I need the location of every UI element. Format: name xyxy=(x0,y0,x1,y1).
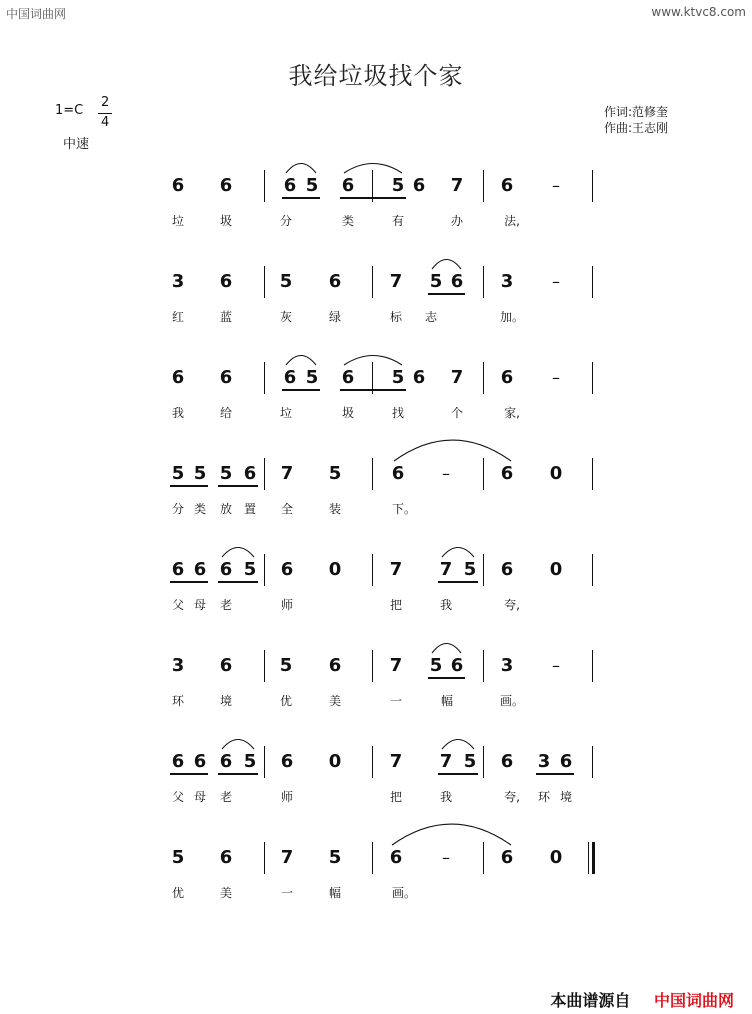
note: 6 xyxy=(500,367,514,388)
note: 0 xyxy=(549,559,563,580)
bar-line xyxy=(264,362,265,394)
note: 3 xyxy=(537,751,551,772)
key-signature: 1=C xyxy=(55,103,84,118)
lyric-syllable: 标 xyxy=(389,310,402,324)
eighth-underline xyxy=(282,197,320,199)
bar-line xyxy=(372,554,373,586)
sustain-dash: – xyxy=(442,464,450,483)
note: 6 xyxy=(500,847,514,868)
note: 6 xyxy=(171,559,185,580)
lyric-syllable: 师 xyxy=(280,790,293,804)
time-signature-bottom: 4 xyxy=(101,115,110,130)
lyric-syllable: 优 xyxy=(279,694,292,708)
note: 6 xyxy=(450,655,464,676)
note: 7 xyxy=(389,751,403,772)
composer-credit: 作曲:王志刚 xyxy=(604,121,669,135)
eighth-underline xyxy=(218,773,258,775)
sustain-dash: – xyxy=(552,176,560,195)
note: 5 xyxy=(463,559,477,580)
note: 6 xyxy=(559,751,573,772)
lyric-syllable: 下。 xyxy=(392,502,417,516)
note: 6 xyxy=(389,847,403,868)
bar-line xyxy=(483,746,484,778)
bar-line xyxy=(483,650,484,682)
watermark-left: 中国词曲网 xyxy=(6,7,67,21)
lyric-syllable: 父 xyxy=(171,790,184,804)
slur-arc xyxy=(286,163,316,175)
note: 6 xyxy=(280,751,294,772)
lyric-syllable: 母 xyxy=(193,598,206,612)
note: 3 xyxy=(500,655,514,676)
bar-line xyxy=(592,650,593,682)
note: 5 xyxy=(429,655,443,676)
note: 7 xyxy=(439,559,453,580)
note: 5 xyxy=(171,847,185,868)
lyric-syllable: 一 xyxy=(389,694,402,708)
note: 7 xyxy=(389,271,403,292)
eighth-underline xyxy=(218,485,258,487)
bar-line xyxy=(264,650,265,682)
note: 7 xyxy=(389,655,403,676)
note: 6 xyxy=(391,463,405,484)
bar-line xyxy=(592,458,593,490)
slur-arc xyxy=(394,439,511,463)
eighth-underline xyxy=(340,197,406,199)
bar-line xyxy=(483,554,484,586)
note: 6 xyxy=(243,463,257,484)
footer-site: 中国词曲网 xyxy=(653,991,734,1010)
eighth-underline xyxy=(428,677,465,679)
bar-line xyxy=(592,842,595,874)
note: 0 xyxy=(328,559,342,580)
bar-line xyxy=(592,170,593,202)
lyric-syllable: 加。 xyxy=(500,310,525,324)
lyric-syllable: 境 xyxy=(219,694,232,708)
lyric-syllable: 把 xyxy=(389,790,402,804)
note: 5 xyxy=(279,655,293,676)
eighth-underline xyxy=(170,773,208,775)
lyric-syllable: 类 xyxy=(341,214,354,228)
note: 5 xyxy=(243,559,257,580)
bar-line xyxy=(483,362,484,394)
lyric-syllable: 装 xyxy=(328,502,341,516)
lyric-syllable: 分 xyxy=(171,502,184,516)
note: 6 xyxy=(500,175,514,196)
lyric-syllable: 办 xyxy=(450,214,463,228)
lyric-syllable: 优 xyxy=(171,886,184,900)
lyric-syllable: 全 xyxy=(280,502,293,516)
footer-source: 本曲谱源自 xyxy=(550,991,631,1010)
bar-line xyxy=(483,170,484,202)
note: 3 xyxy=(171,655,185,676)
note: 6 xyxy=(412,367,426,388)
final-bar-line xyxy=(588,842,589,874)
time-signature-top: 2 xyxy=(101,95,110,110)
lyric-syllable: 圾 xyxy=(219,214,232,228)
lyric-syllable: 父 xyxy=(171,598,184,612)
lyric-syllable: 师 xyxy=(280,598,293,612)
eighth-underline xyxy=(218,581,258,583)
eighth-underline xyxy=(438,581,478,583)
slur-arc xyxy=(286,355,316,367)
slur-arc xyxy=(432,643,461,655)
bar-line xyxy=(372,842,373,874)
note: 6 xyxy=(219,175,233,196)
lyricist-credit: 作词:范修奎 xyxy=(604,105,669,119)
bar-line xyxy=(592,362,593,394)
note: 6 xyxy=(500,559,514,580)
note: 0 xyxy=(549,463,563,484)
lyric-syllable: 圾 xyxy=(341,406,354,420)
lyric-syllable: 置 xyxy=(243,502,256,516)
eighth-underline xyxy=(428,293,465,295)
note: 5 xyxy=(193,463,207,484)
lyric-syllable: 分 xyxy=(279,214,292,228)
bar-line xyxy=(372,458,373,490)
note: 6 xyxy=(219,271,233,292)
note: 6 xyxy=(341,175,355,196)
note: 6 xyxy=(500,463,514,484)
note: 6 xyxy=(500,751,514,772)
bar-line xyxy=(592,554,593,586)
note: 3 xyxy=(500,271,514,292)
lyric-syllable: 画。 xyxy=(392,886,417,900)
slur-arc xyxy=(344,355,402,367)
lyric-syllable: 垃 xyxy=(171,214,184,228)
sustain-dash: – xyxy=(552,368,560,387)
note: 5 xyxy=(243,751,257,772)
sustain-dash: – xyxy=(552,272,560,291)
note: 6 xyxy=(341,367,355,388)
note: 6 xyxy=(171,751,185,772)
note: 5 xyxy=(328,463,342,484)
note: 6 xyxy=(193,751,207,772)
note: 6 xyxy=(283,175,297,196)
note: 6 xyxy=(219,655,233,676)
bar-line xyxy=(483,266,484,298)
bar-line xyxy=(372,266,373,298)
lyric-syllable: 法, xyxy=(504,214,520,228)
note: 7 xyxy=(280,463,294,484)
lyric-syllable: 找 xyxy=(391,406,404,420)
note: 6 xyxy=(412,175,426,196)
lyric-syllable: 母 xyxy=(193,790,206,804)
lyric-syllable: 灰 xyxy=(279,310,292,324)
lyric-syllable: 美 xyxy=(219,886,232,900)
note: 5 xyxy=(463,751,477,772)
slur-arc xyxy=(222,547,254,559)
note: 5 xyxy=(391,367,405,388)
lyric-syllable: 夸, xyxy=(504,598,520,612)
eighth-underline xyxy=(438,773,478,775)
note: 5 xyxy=(279,271,293,292)
bar-line xyxy=(264,554,265,586)
lyric-syllable: 画。 xyxy=(500,694,525,708)
lyric-syllable: 垃 xyxy=(279,406,292,420)
lyric-syllable: 志 xyxy=(424,310,437,324)
note: 6 xyxy=(219,847,233,868)
note: 6 xyxy=(171,175,185,196)
lyric-syllable: 一 xyxy=(280,886,293,900)
lyric-syllable: 绿 xyxy=(328,310,341,324)
bar-line xyxy=(592,746,593,778)
lyric-syllable: 个 xyxy=(450,406,463,420)
eighth-underline xyxy=(340,389,406,391)
note: 6 xyxy=(280,559,294,580)
bar-line xyxy=(264,842,265,874)
note: 6 xyxy=(283,367,297,388)
slur-arc xyxy=(442,547,474,559)
note: 0 xyxy=(549,847,563,868)
note: 5 xyxy=(328,847,342,868)
sustain-dash: – xyxy=(552,656,560,675)
note: 6 xyxy=(219,559,233,580)
bar-line xyxy=(264,266,265,298)
lyric-syllable: 蓝 xyxy=(219,310,232,324)
lyric-syllable: 我 xyxy=(171,406,184,420)
note: 5 xyxy=(429,271,443,292)
note: 5 xyxy=(305,175,319,196)
eighth-underline xyxy=(170,581,208,583)
lyric-syllable: 把 xyxy=(389,598,402,612)
note: 7 xyxy=(450,367,464,388)
lyric-syllable: 给 xyxy=(219,406,232,420)
bar-line xyxy=(264,458,265,490)
lyric-syllable: 红 xyxy=(171,310,184,324)
note: 0 xyxy=(328,751,342,772)
note: 7 xyxy=(389,559,403,580)
tempo-marking: 中速 xyxy=(63,137,90,152)
lyric-syllable: 我 xyxy=(439,598,452,612)
time-signature-line xyxy=(98,113,112,114)
bar-line xyxy=(372,650,373,682)
slur-arc xyxy=(392,823,511,847)
lyric-syllable: 幅 xyxy=(328,886,341,900)
note: 3 xyxy=(171,271,185,292)
note: 6 xyxy=(219,367,233,388)
lyric-syllable: 境 xyxy=(559,790,572,804)
note: 6 xyxy=(328,271,342,292)
note: 6 xyxy=(193,559,207,580)
note: 5 xyxy=(391,175,405,196)
song-title: 我给垃圾找个家 xyxy=(288,62,464,90)
lyric-syllable: 放 xyxy=(219,502,232,516)
bar-line xyxy=(592,266,593,298)
eighth-underline xyxy=(170,485,208,487)
note: 5 xyxy=(305,367,319,388)
eighth-underline xyxy=(536,773,574,775)
note: 6 xyxy=(328,655,342,676)
slur-arc xyxy=(442,739,474,751)
note: 5 xyxy=(171,463,185,484)
footer xyxy=(550,988,734,1011)
lyric-syllable: 家, xyxy=(504,406,520,420)
watermark-right: www.ktvc8.com xyxy=(651,5,746,19)
lyric-syllable: 幅 xyxy=(440,694,453,708)
note: 6 xyxy=(171,367,185,388)
slur-arc xyxy=(344,163,402,175)
bar-line xyxy=(264,170,265,202)
slur-arc xyxy=(432,259,461,271)
note: 5 xyxy=(219,463,233,484)
sustain-dash: – xyxy=(442,848,450,867)
note: 6 xyxy=(450,271,464,292)
lyric-syllable: 有 xyxy=(391,214,404,228)
lyric-syllable: 美 xyxy=(328,694,341,708)
lyric-syllable: 夸, xyxy=(504,790,520,804)
lyric-syllable: 环 xyxy=(171,694,184,708)
note: 7 xyxy=(439,751,453,772)
note: 7 xyxy=(450,175,464,196)
eighth-underline xyxy=(282,389,320,391)
bar-line xyxy=(264,746,265,778)
lyric-syllable: 老 xyxy=(219,598,232,612)
lyric-syllable: 我 xyxy=(439,790,452,804)
bar-line xyxy=(372,746,373,778)
slur-arc xyxy=(222,739,254,751)
lyric-syllable: 环 xyxy=(537,790,550,804)
note: 6 xyxy=(219,751,233,772)
note: 7 xyxy=(280,847,294,868)
lyric-syllable: 类 xyxy=(193,502,206,516)
lyric-syllable: 老 xyxy=(219,790,232,804)
